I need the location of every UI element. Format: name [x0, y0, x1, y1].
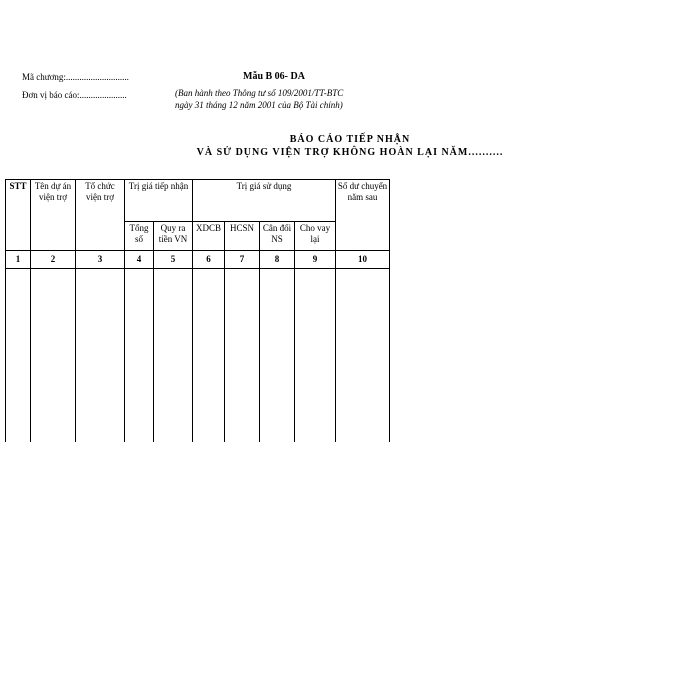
column-number: 3 [76, 251, 125, 269]
chapter-code-label: Mã chương:............................ [22, 72, 129, 82]
column-number: 7 [225, 251, 260, 269]
body-cell [154, 269, 193, 443]
form-number: Mẫu B 06- DA [243, 71, 305, 82]
column-number: 5 [154, 251, 193, 269]
column-number: 9 [295, 251, 336, 269]
report-table [5, 179, 390, 442]
header-total: Tổng số [125, 222, 154, 251]
column-number: 10 [336, 251, 390, 269]
header-aid-organization: Tổ chức viện trợ [76, 180, 125, 251]
column-number: 2 [31, 251, 76, 269]
header-project-name: Tên dự án viện trợ [31, 180, 76, 251]
body-cell [193, 269, 225, 443]
body-cell [6, 269, 31, 443]
header-vnd-equivalent: Quy ra tiền VN [154, 222, 193, 251]
reporting-unit-label: Đơn vị báo cáo:..................... [22, 90, 127, 100]
header-on-lending: Cho vay lại [295, 222, 336, 251]
column-number: 6 [193, 251, 225, 269]
header-received-value: Trị giá tiếp nhận [125, 180, 193, 222]
body-cell [125, 269, 154, 443]
header-stt: STT [6, 180, 31, 251]
column-number: 4 [125, 251, 154, 269]
legal-reference-line-2: ngày 31 tháng 12 năm 2001 của Bộ Tài chính) [175, 100, 343, 110]
header-used-value: Trị giá sử dụng [193, 180, 336, 222]
body-cell [31, 269, 76, 443]
body-cell [260, 269, 295, 443]
header-budget-balance: Cân đối NS [260, 222, 295, 251]
body-cell [76, 269, 125, 443]
header-xdcb: XDCB [193, 222, 225, 251]
header-carried-balance: Số dư chuyển năm sau [336, 180, 390, 251]
header-hcsn: HCSN [225, 222, 260, 251]
body-cell [295, 269, 336, 443]
column-number: 8 [260, 251, 295, 269]
body-cell [225, 269, 260, 443]
body-cell [336, 269, 390, 443]
report-title-line-1: BÁO CÁO TIẾP NHẬN [289, 134, 411, 145]
legal-reference-line-1: (Ban hành theo Thông tư số 109/2001/TT-BTC [175, 88, 344, 98]
column-number: 1 [6, 251, 31, 269]
report-title-line-2: VÀ SỬ DỤNG VIỆN TRỢ KHÔNG HOÀN LẠI NĂM.......... [196, 147, 504, 158]
